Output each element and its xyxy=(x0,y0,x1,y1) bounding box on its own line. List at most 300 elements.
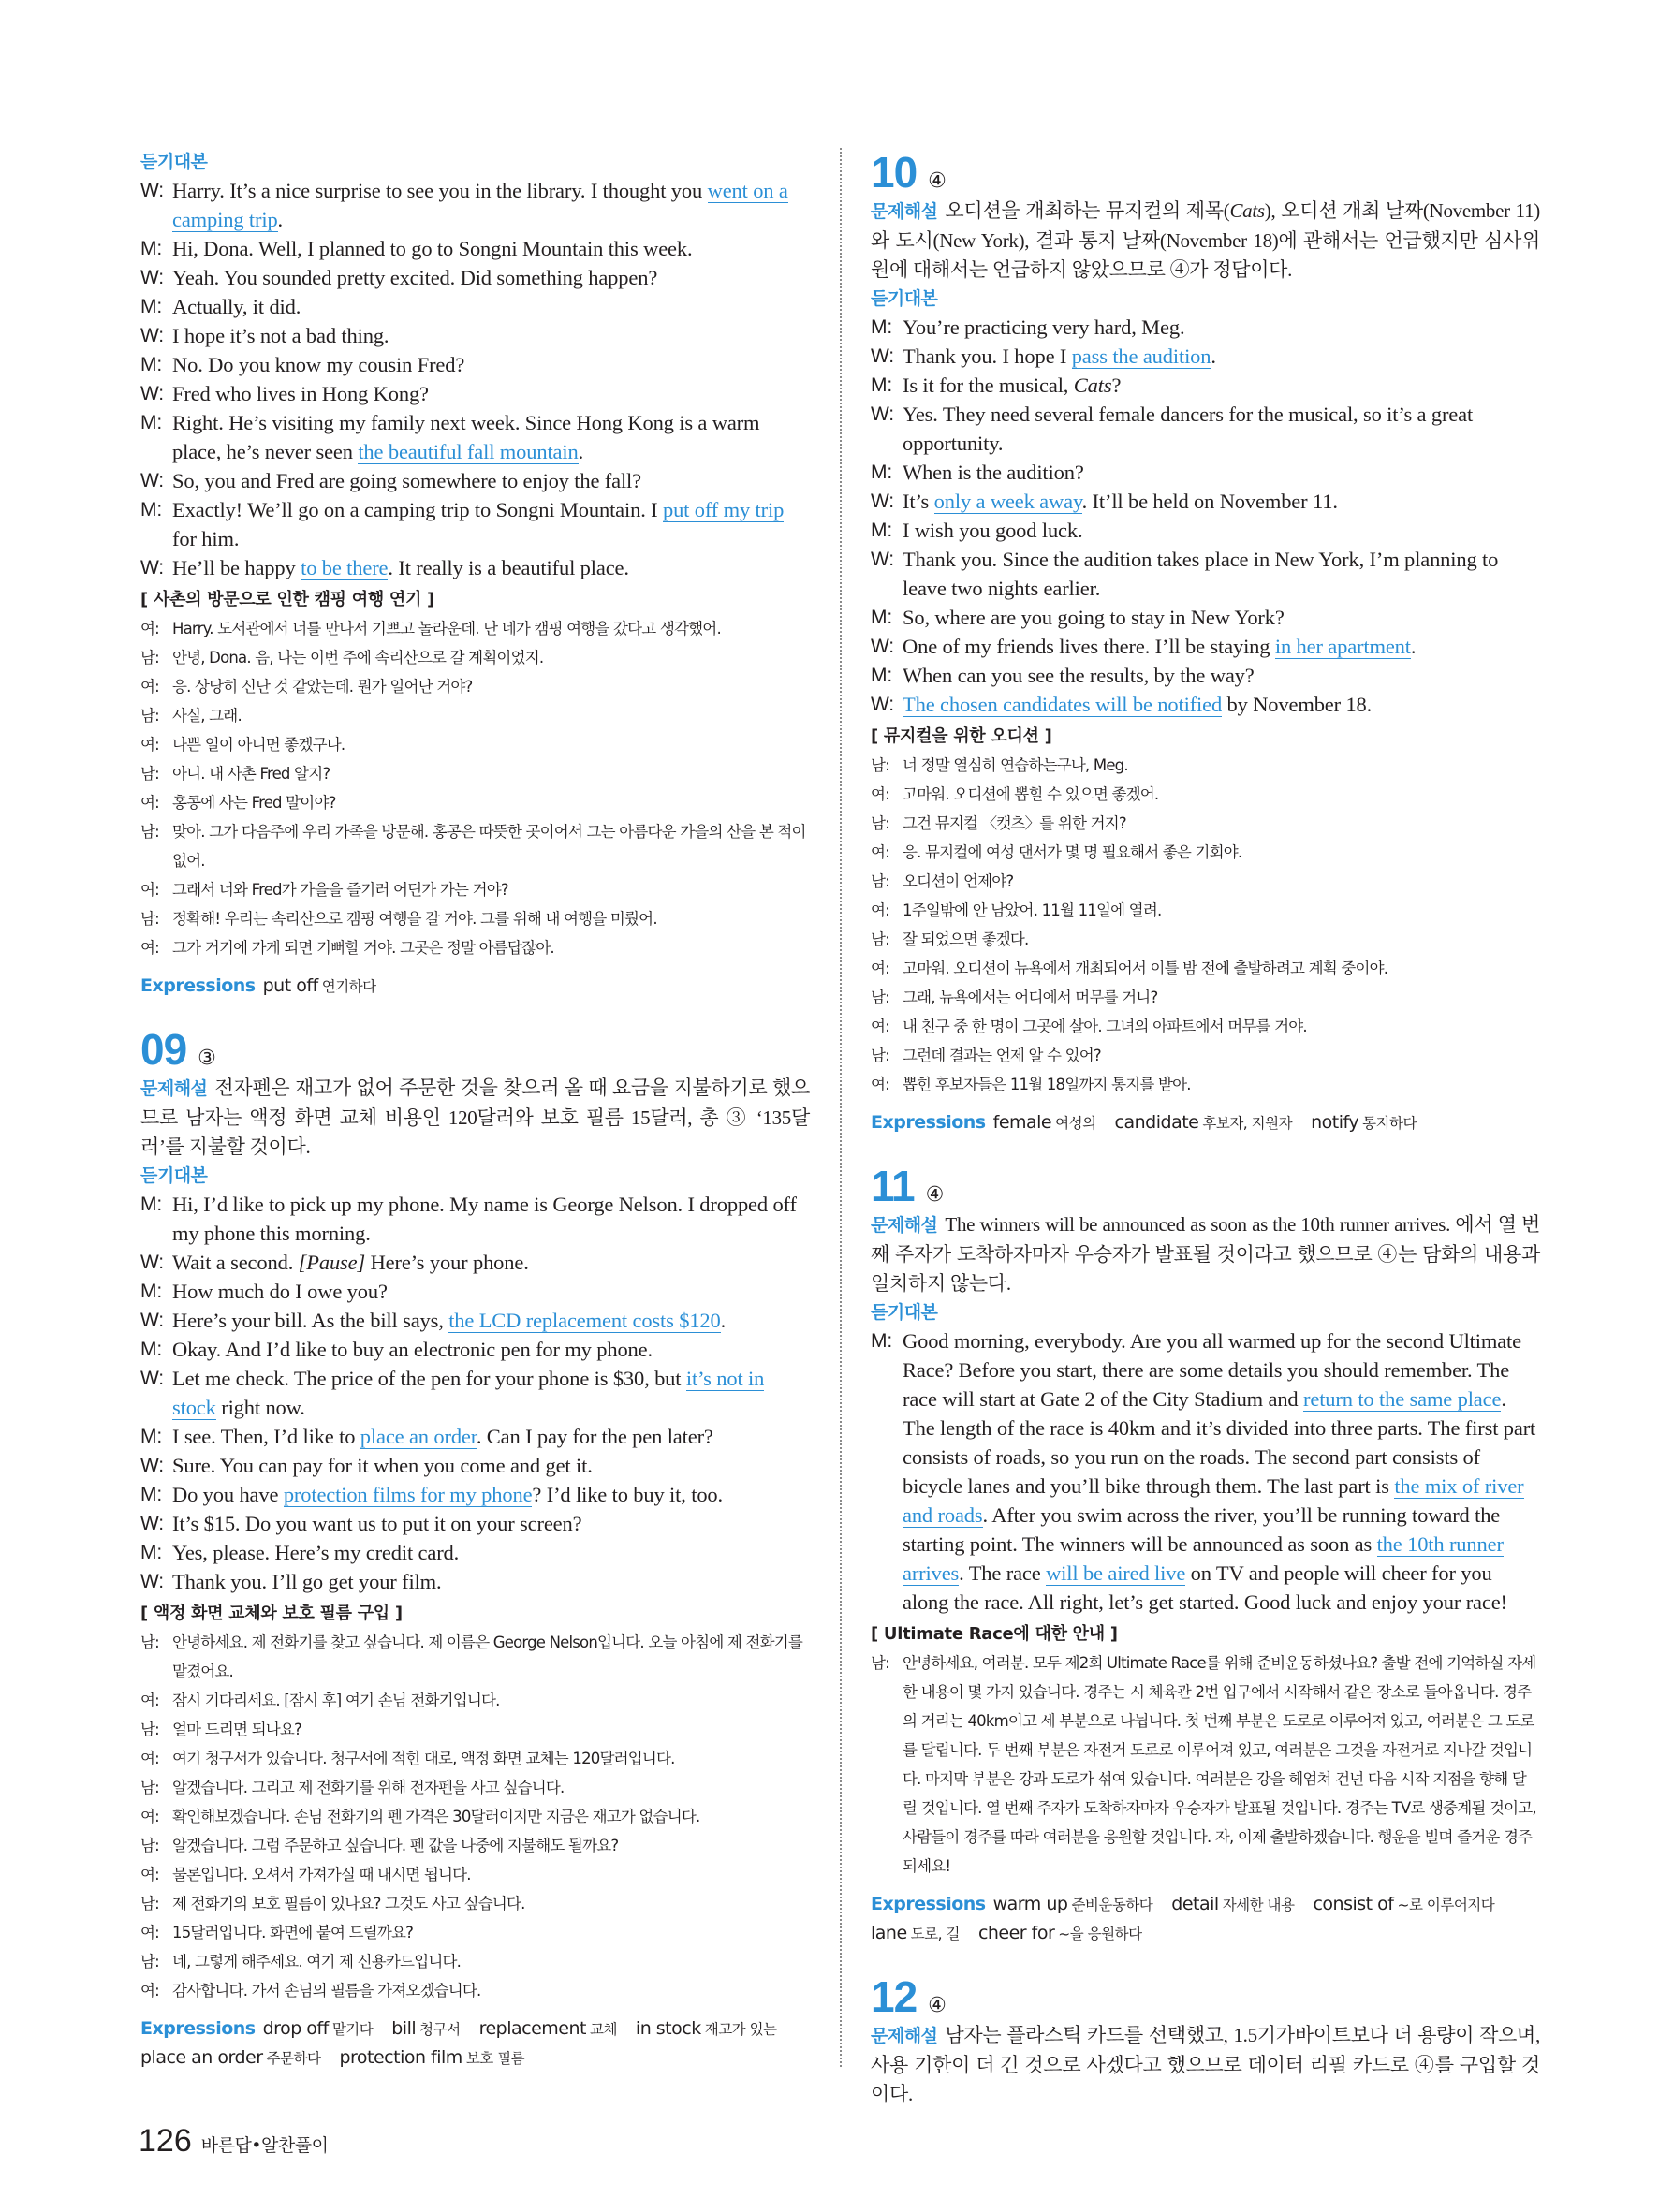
expression-term: replacement xyxy=(478,2018,586,2039)
text-run: 오디션을 개최하는 뮤지컬의 제목( xyxy=(945,199,1230,222)
text-run: Actually, it did. xyxy=(172,295,301,318)
dialog-line xyxy=(871,313,1540,342)
speaker-label: 남: xyxy=(140,707,159,725)
expression-term: candidate xyxy=(1114,1112,1199,1133)
dialog-line xyxy=(140,379,810,408)
key-phrase: only a week away xyxy=(933,490,1082,513)
translation-line xyxy=(140,1802,810,1831)
expression-term: lane xyxy=(871,1923,907,1943)
expression-term: consist of xyxy=(1313,1894,1394,1914)
speaker-label: 남: xyxy=(871,1654,889,1672)
speaker-label: W: xyxy=(871,636,894,657)
speaker-label: 여: xyxy=(871,1076,889,1093)
dialog-text xyxy=(903,458,1540,487)
text-run: Right. He’s visiting my family next week. Since Hong Kong is a warm place, he’s never seen xyxy=(172,411,760,463)
expressions-label: Expressions xyxy=(140,2018,256,2039)
translation-text: 내 친구 중 한 명이 그곳에 살아. 그녀의 아파트에서 머무를 거야. xyxy=(903,1018,1307,1035)
dialog-text xyxy=(172,234,810,263)
translation-text: 그런데 결과는 언제 알 수 있어? xyxy=(903,1047,1101,1064)
text-run: Hi, I’d like to pick up my phone. My name is George Nelson. I dropped off my phone this morning. xyxy=(172,1193,797,1245)
dialog-text xyxy=(172,553,810,582)
speaker-label: M: xyxy=(140,238,163,259)
dialog-label: 듣기대본 xyxy=(140,1165,208,1186)
translation-line xyxy=(140,643,810,672)
dialog-line xyxy=(140,1277,810,1306)
dialog-text xyxy=(172,408,810,466)
translation-line xyxy=(140,614,810,643)
speaker-label: W: xyxy=(140,1571,164,1592)
translation-line xyxy=(140,1918,810,1947)
expression-meaning: 주문하다 xyxy=(266,2050,321,2067)
speaker-label: W: xyxy=(140,180,164,201)
answer-mark: ③ xyxy=(198,1047,216,1070)
translation-line xyxy=(140,875,810,904)
expression-term: drop off xyxy=(262,2018,329,2039)
text-run: . xyxy=(720,1309,727,1332)
text-run: I hope it’s not a bad thing. xyxy=(172,324,389,347)
speaker-label: 남: xyxy=(140,765,159,783)
dialog-text xyxy=(903,371,1540,400)
dialog-line xyxy=(140,321,810,350)
translation-text: 오디션이 언제야? xyxy=(903,872,1014,890)
key-phrase: protection films for my phone xyxy=(283,1483,533,1506)
question-number: 10 xyxy=(871,148,918,197)
speaker-label: 남: xyxy=(871,756,889,774)
explanation-12 xyxy=(871,2021,1540,2109)
translation-line xyxy=(871,954,1540,983)
translation-line xyxy=(871,1012,1540,1041)
dialog-line xyxy=(140,1480,810,1509)
text-run: Thank you. Since the audition takes place in New York, I’m planning to leave two nights earlier. xyxy=(903,548,1499,600)
text-run: How much do I owe you? xyxy=(172,1280,388,1303)
dialog-line xyxy=(871,690,1540,719)
translation-10 xyxy=(871,751,1540,1099)
text-run: for him. xyxy=(172,527,240,550)
key-phrase: put off my trip xyxy=(662,498,785,521)
text-run: Fred who lives in Hong Kong? xyxy=(172,382,429,405)
text-run: . Can I pay for the pen later? xyxy=(476,1425,713,1448)
dialog-text xyxy=(172,1567,810,1596)
dialog-script-08 xyxy=(140,176,810,582)
explanation-label: 문제해설 xyxy=(871,201,938,222)
dialog-text xyxy=(172,495,810,553)
dialog-line xyxy=(140,1451,810,1480)
expression-meaning: 맡기다 xyxy=(331,2021,374,2038)
speaker-label: W: xyxy=(871,491,894,512)
text-run: Okay. And I’d like to buy an electronic pen for my phone. xyxy=(172,1338,653,1361)
text-run: . It really is a beautiful place. xyxy=(388,556,629,579)
speaker-label: W: xyxy=(140,1310,164,1331)
speaker-label: 남: xyxy=(871,872,889,890)
translation-text: 정확해! 우리는 속리산으로 캠핑 여행을 갈 거야. 그를 위해 내 여행을 미뤘어. xyxy=(172,910,657,928)
translation-line xyxy=(871,1070,1540,1099)
speaker-label: 여: xyxy=(140,1924,159,1941)
key-phrase: place an order xyxy=(360,1425,477,1448)
speaker-label: 남: xyxy=(140,1837,159,1854)
dialog-text xyxy=(903,342,1540,371)
text-run: No. Do you know my cousin Fred? xyxy=(172,353,465,376)
text-run: right now. xyxy=(215,1396,305,1419)
column-divider xyxy=(840,148,842,2067)
text-run: [Pause] xyxy=(298,1251,366,1274)
text-run: Thank you. I’ll go get your film. xyxy=(172,1570,442,1593)
speaker-label: 남: xyxy=(140,910,159,928)
translation-text: 여기 청구서가 있습니다. 청구서에 적힌 대로, 액정 화면 교체는 120달러입니다. xyxy=(172,1750,675,1767)
dialog-line xyxy=(140,1509,810,1538)
translation-line xyxy=(871,751,1540,780)
dialog-line xyxy=(871,603,1540,632)
text-run: . The race xyxy=(959,1561,1047,1585)
speaker-label: M: xyxy=(871,374,893,396)
text-run: Yes, please. Here’s my credit card. xyxy=(172,1541,460,1564)
speaker-label: M: xyxy=(871,1330,893,1352)
question-10-header xyxy=(871,148,1540,197)
text-run: . xyxy=(277,208,284,231)
text-run: Cats xyxy=(1073,374,1112,397)
text-run: When is the audition? xyxy=(903,461,1084,484)
expression-meaning: 여성의 xyxy=(1055,1115,1096,1132)
dialog-script-10 xyxy=(871,313,1540,719)
dialog-text xyxy=(903,632,1540,661)
translation-text: 감사합니다. 가서 손님의 필름을 가져오겠습니다. xyxy=(172,1982,481,2000)
page-number: 126 xyxy=(139,2123,192,2159)
translation-line xyxy=(140,1686,810,1715)
speaker-label: M: xyxy=(871,607,893,628)
key-phrase: the beautiful fall mountain xyxy=(358,440,579,463)
dialog-line xyxy=(140,176,810,234)
dialog-text xyxy=(903,487,1540,516)
translation-09 xyxy=(140,1628,810,2005)
text-run: You’re practicing very hard, Meg. xyxy=(903,315,1185,339)
translation-line xyxy=(140,701,810,730)
speaker-label: W: xyxy=(871,694,894,715)
dialog-line xyxy=(140,553,810,582)
speaker-label: M: xyxy=(140,1194,163,1215)
translation-text: 응. 상당히 신난 것 같았는데. 뭔가 일어난 거야? xyxy=(172,678,473,696)
speaker-label: W: xyxy=(140,267,164,288)
expression-meaning: 재고가 있는 xyxy=(704,2021,777,2038)
expression-term: put off xyxy=(262,975,318,996)
text-run: Let me check. The price of the pen for your phone is $30, but xyxy=(172,1367,686,1390)
text-run: He’ll be happy xyxy=(172,556,301,579)
dialog-text xyxy=(172,176,810,234)
translation-line xyxy=(140,904,810,933)
expression-meaning: 준비운동하다 xyxy=(1071,1897,1153,1913)
expression-meaning: 보호 필름 xyxy=(465,2050,525,2067)
dialog-text xyxy=(903,603,1540,632)
dialog-text xyxy=(172,292,810,321)
dialog-line xyxy=(140,1422,810,1451)
text-run: by November 18. xyxy=(1222,693,1373,716)
translation-line xyxy=(140,1744,810,1773)
dialog-line xyxy=(140,234,810,263)
speaker-label: W: xyxy=(871,549,894,570)
dialog-text xyxy=(172,466,810,495)
dialog-line xyxy=(871,371,1540,400)
key-phrase: return to the same place xyxy=(1303,1387,1502,1411)
speaker-label: 여: xyxy=(871,843,889,861)
text-run: When can you see the results, by the way? xyxy=(903,664,1255,687)
dialog-line xyxy=(140,1567,810,1596)
speaker-label: 남: xyxy=(871,814,889,832)
speaker-label: M: xyxy=(871,316,893,338)
text-run: So, where are you going to stay in New York? xyxy=(903,606,1285,629)
translation-text: 사실, 그래. xyxy=(172,707,242,725)
left-column xyxy=(140,148,810,2073)
translation-text: 맞아. 그가 다음주에 우리 가족을 방문해. 홍콩은 따뜻한 곳이어서 그는 아름다운 가을의 산을 본 적이 없어. xyxy=(172,823,806,870)
speaker-label: 여: xyxy=(871,960,889,977)
translation-11 xyxy=(871,1648,1540,1881)
dialog-text xyxy=(172,1364,810,1422)
speaker-label: M: xyxy=(871,520,893,541)
translation-line xyxy=(140,1976,810,2005)
translation-text: 나쁜 일이 아니면 좋겠구나. xyxy=(172,736,345,754)
dialog-text xyxy=(903,545,1540,603)
question-number: 09 xyxy=(140,1025,187,1074)
speaker-label: W: xyxy=(140,325,164,346)
speaker-label: 여: xyxy=(140,881,159,899)
expressions-10 xyxy=(871,1108,1540,1137)
speaker-label: 여: xyxy=(140,1808,159,1825)
dialog-text xyxy=(172,1190,810,1248)
speaker-label: 남: xyxy=(140,823,159,841)
speaker-label: W: xyxy=(140,1455,164,1476)
translation-line xyxy=(871,1648,1540,1881)
text-run: It’s xyxy=(903,490,934,513)
expression-meaning: 연기하다 xyxy=(321,978,376,995)
speaker-label: 여: xyxy=(140,620,159,637)
dialog-text xyxy=(903,516,1540,545)
speaker-label: 여: xyxy=(871,785,889,803)
speaker-label: M: xyxy=(140,354,163,375)
text-run: ), 오디션 개최 날짜(November 11)와 도시(New York), 결과 통지 날짜(November 18)에 관해서는 언급했지만 심사위원에 대해서는 언급하지 않았으므로 ④가 정답이다. xyxy=(871,199,1540,281)
explanation-10 xyxy=(871,197,1540,285)
speaker-label: M: xyxy=(140,1339,163,1360)
text-run: Cats xyxy=(1229,199,1265,222)
question-11-header xyxy=(871,1162,1540,1210)
expression-meaning: 자세한 내용 xyxy=(1222,1897,1295,1913)
dialog-text xyxy=(172,263,810,292)
speaker-label: 여: xyxy=(140,1692,159,1709)
text-run: Yes. They need several female dancers for the musical, so it’s a great opportunity. xyxy=(903,403,1474,455)
key-phrase: The chosen candidates will be notified xyxy=(903,693,1223,716)
translation-text: 그래, 뉴욕에서는 어디에서 머무를 거니? xyxy=(903,989,1158,1006)
translation-text: 알겠습니다. 그럼 주문하고 싶습니다. 펜 값을 나중에 지불해도 될까요? xyxy=(172,1837,619,1854)
speaker-label: W: xyxy=(140,557,164,579)
text-run: Exactly! We’ll go on a camping trip to Songni Mountain. I xyxy=(172,498,663,521)
speaker-label: 남: xyxy=(140,649,159,667)
dialog-line xyxy=(140,263,810,292)
text-run: on TV and people will cheer for you along the race. All right, let’s get started. Good luck and enjoy your race! xyxy=(903,1561,1507,1614)
dialog-text xyxy=(172,1538,810,1567)
dialog-line xyxy=(140,466,810,495)
dialog-label: 듣기대본 xyxy=(140,152,208,172)
text-run: Here’s your bill. As the bill says, xyxy=(172,1309,449,1332)
text-run: I wish you good luck. xyxy=(903,519,1083,542)
explanation-text: 전자펜은 재고가 없어 주문한 것을 찾으러 올 때 요금을 지불하기로 했으므로 남자는 액정 화면 교체 비용인 120달러와 보호 필름 15달러, 총 ③ ‘135달러’를 지불할 것이다. xyxy=(140,1077,810,1158)
speaker-label: M: xyxy=(140,412,163,433)
speaker-label: 남: xyxy=(871,930,889,948)
expression-term: detail xyxy=(1171,1894,1219,1914)
translation-line xyxy=(140,672,810,701)
translation-title-10: [ 뮤지컬을 위한 오디션 ] xyxy=(871,726,1052,746)
speaker-label: W: xyxy=(140,383,164,404)
translation-line xyxy=(871,780,1540,809)
key-phrase: the 10th runner arrives xyxy=(903,1532,1504,1585)
explanation-label: 문제해설 xyxy=(871,1215,938,1236)
speaker-label: M: xyxy=(140,1542,163,1563)
speaker-label: 여: xyxy=(140,1866,159,1883)
translation-text: 15달러입니다. 화면에 붙여 드릴까요? xyxy=(172,1924,414,1941)
translation-text: 안녕하세요. 제 전화기를 찾고 싶습니다. 제 이름은 George Nelson입니다. 오늘 아침에 제 전화기를 맡겼어요. xyxy=(172,1633,803,1680)
dialog-label: 듣기대본 xyxy=(871,288,938,309)
dialog-text xyxy=(172,1277,810,1306)
expression-meaning: 도로, 길 xyxy=(910,1926,960,1942)
speaker-label: M: xyxy=(140,499,163,520)
dialog-text xyxy=(172,1422,810,1451)
dialog-text xyxy=(172,1451,810,1480)
dialog-text xyxy=(172,1248,810,1277)
speaker-label: 여: xyxy=(140,736,159,754)
translation-title-08: [ 사촌의 방문으로 인한 캠핑 여행 연기 ] xyxy=(140,590,434,609)
dialog-script-09 xyxy=(140,1190,810,1596)
question-number: 11 xyxy=(871,1162,915,1210)
expressions-09 xyxy=(140,2014,810,2073)
dialog-line xyxy=(140,1335,810,1364)
dialog-line xyxy=(871,661,1540,690)
translation-line xyxy=(140,788,810,817)
translation-title-11: [ Ultimate Race에 대한 안내 ] xyxy=(871,1624,1118,1644)
translation-text: 뽑힌 후보자들은 11월 18일까지 통지를 받아. xyxy=(903,1076,1191,1093)
speaker-label: M: xyxy=(140,1426,163,1447)
text-run: . It’ll be held on November 11. xyxy=(1081,490,1338,513)
translation-text: Harry. 도서관에서 너를 만나서 기쁘고 놀라운데. 난 네가 캠핑 여행을 갔다고 생각했어. xyxy=(172,620,721,637)
text-run: Thank you. I hope I xyxy=(903,344,1072,368)
text-run: Good morning, everybody. Are you all warmed up for the second Ultimate Race? Before you start, there are some details you should remember. The race will start at Gate 2 of the City Stadium and xyxy=(903,1329,1521,1411)
answer-mark: ④ xyxy=(928,169,947,193)
dialog-text xyxy=(172,379,810,408)
expressions-11 xyxy=(871,1890,1540,1948)
question-09-header xyxy=(140,1025,810,1074)
translation-line xyxy=(140,817,810,875)
translation-text: 네, 그렇게 해주세요. 여기 제 신용카드입니다. xyxy=(172,1953,462,1970)
translation-text: 아니. 내 사촌 Fred 알지? xyxy=(172,765,330,783)
key-phrase: the LCD replacement costs $120 xyxy=(448,1309,721,1332)
translation-text: 잘 되었으면 좋겠다. xyxy=(903,930,1029,948)
text-run: . The length of the race is 40km and it’s divided into three parts. The first part consists of roads, so you run on the roads. The second part consists of bicycle lanes and you’ll bike through them. The last part is xyxy=(903,1387,1536,1498)
dialog-line xyxy=(140,495,810,553)
text-run: . xyxy=(1211,344,1216,368)
expressions-label: Expressions xyxy=(140,975,256,996)
dialog-line xyxy=(140,292,810,321)
key-phrase: the mix of river and roads xyxy=(903,1474,1524,1527)
explanation-text: 남자는 플라스틱 카드를 선택했고, 1.5기가바이트보다 더 용량이 작으며, 사용 기한이 더 긴 것으로 사겠다고 했으므로 데이터 리필 카드로 ④를 구입할 것이다. xyxy=(871,2024,1540,2105)
speaker-label: 남: xyxy=(140,1779,159,1796)
translation-text: 고마워. 오디션에 뽑힐 수 있으면 좋겠어. xyxy=(903,785,1159,803)
text-run: So, you and Fred are going somewhere to enjoy the fall? xyxy=(172,469,641,492)
answer-mark: ④ xyxy=(925,1183,945,1207)
translation-line xyxy=(871,925,1540,954)
dialog-line xyxy=(140,350,810,379)
dialog-line xyxy=(871,458,1540,487)
dialog-line xyxy=(140,1306,810,1335)
expression-meaning: 후보자, 지원자 xyxy=(1202,1115,1293,1132)
dialog-line xyxy=(140,1190,810,1248)
dialog-text xyxy=(172,350,810,379)
speaker-label: 여: xyxy=(871,1018,889,1035)
speaker-label: 여: xyxy=(140,1750,159,1767)
dialog-line xyxy=(871,342,1540,371)
translation-title-09: [ 액정 화면 교체와 보호 필름 구입 ] xyxy=(140,1604,403,1623)
text-run: Yeah. You sounded pretty excited. Did something happen? xyxy=(172,266,658,289)
speaker-label: M: xyxy=(871,665,893,686)
key-phrase: pass the audition xyxy=(1071,344,1211,368)
dialog-text xyxy=(172,1480,810,1509)
speaker-label: W: xyxy=(140,1252,164,1273)
speaker-label: M: xyxy=(140,1484,163,1505)
dialog-line xyxy=(140,1364,810,1422)
speaker-label: 남: xyxy=(871,989,889,1006)
translation-text: 안녕, Dona. 음, 나는 이번 주에 속리산으로 갈 계획이었지. xyxy=(172,649,544,667)
answer-mark: ④ xyxy=(928,1994,947,2017)
text-run: . xyxy=(578,440,584,463)
translation-text: 얼마 드리면 되나요? xyxy=(172,1721,301,1738)
dialog-line xyxy=(871,487,1540,516)
explanation-label: 문제해설 xyxy=(140,1078,208,1099)
translation-text: 잠시 기다리세요. [잠시 후] 여기 손님 전화기입니다. xyxy=(172,1692,500,1709)
translation-line xyxy=(871,1041,1540,1070)
expression-meaning: 청구서 xyxy=(419,2021,461,2038)
question-number: 12 xyxy=(871,1972,918,2021)
translation-line xyxy=(871,896,1540,925)
speaker-label: W: xyxy=(871,403,894,425)
dialog-line xyxy=(140,408,810,466)
dialog-text xyxy=(903,690,1540,719)
text-run: I see. Then, I’d like to xyxy=(172,1425,360,1448)
expression-meaning: ~을 응원하다 xyxy=(1058,1926,1142,1942)
expression-term: bill xyxy=(391,2018,417,2039)
text-run: Wait a second. xyxy=(172,1251,299,1274)
explanation-label: 문제해설 xyxy=(871,2026,938,2046)
dialog-line xyxy=(140,1248,810,1277)
translation-line xyxy=(140,759,810,788)
key-phrase: it’s not in stock xyxy=(172,1367,765,1419)
text-run: It’s $15. Do you want us to put it on your screen? xyxy=(172,1512,582,1535)
dialog-line xyxy=(871,632,1540,661)
expression-meaning: 통지하다 xyxy=(1362,1115,1417,1132)
dialog-label: 듣기대본 xyxy=(871,1302,938,1323)
translation-line xyxy=(140,1831,810,1860)
right-column xyxy=(871,148,1540,2109)
translation-text: 고마워. 오디션이 뉴욕에서 개최되어서 이틀 밤 전에 출발하려고 계획 중이야. xyxy=(903,960,1388,977)
text-run: ? I’d like to buy it, too. xyxy=(532,1483,723,1506)
expressions-08 xyxy=(140,972,810,1001)
expression-meaning: 교체 xyxy=(589,2021,617,2038)
dialog-text xyxy=(172,1335,810,1364)
expression-term: place an order xyxy=(140,2047,263,2068)
speaker-label: W: xyxy=(140,470,164,491)
dialog-line xyxy=(871,1326,1540,1617)
translation-line xyxy=(140,1773,810,1802)
translation-text: 1주일밖에 안 남았어. 11월 11일에 열려. xyxy=(903,901,1162,919)
expression-term: cheer for xyxy=(977,1923,1055,1943)
speaker-label: 남: xyxy=(140,1633,159,1651)
translation-text: 안녕하세요, 여러분. 모두 제2회 Ultimate Race를 위해 준비운동하셨나요? 출발 전에 기억하실 자세한 내용이 몇 가지 있습니다. 경주는 시 체육관 2번 입구에서 시작해서 같은 장소로 돌아옵니다. 경주의 거리는 40km이고 세 부분으로 나뉩니다. 첫 번째 부분은 도로로 이루어져 있고, 여러분은 그 도로를 달립니다. 두 번째 부분은 자전거 도로로 이루어져 있고, 여러분은 그것을 자전거로 지나갈 것입니다. 마지막 부분은 강과 도로가 섞여 있습니다. 여러분은 강을 헤엄쳐 건넌 다음 시작 지점을 향해 달릴 것입니다. 열 번째 주자가 도착하자마자 우승자가 발표될 것입니다. 경주는 TV로 생중계될 것이고, 사람들이 경주를 따라 여러분을 응원할 것입니다. 자, 이제 출발하겠습니다. 행운을 빌며 즐거운 경주 되세요! xyxy=(903,1654,1536,1875)
expression-term: female xyxy=(992,1112,1052,1133)
translation-text: 알겠습니다. 그리고 제 전화기를 위해 전자펜을 사고 싶습니다. xyxy=(172,1779,565,1796)
translation-text: 응. 뮤지컬에 여성 댄서가 몇 명 필요해서 좋은 기회야. xyxy=(903,843,1242,861)
translation-text: 너 정말 열심히 연습하는구나, Meg. xyxy=(903,756,1128,774)
